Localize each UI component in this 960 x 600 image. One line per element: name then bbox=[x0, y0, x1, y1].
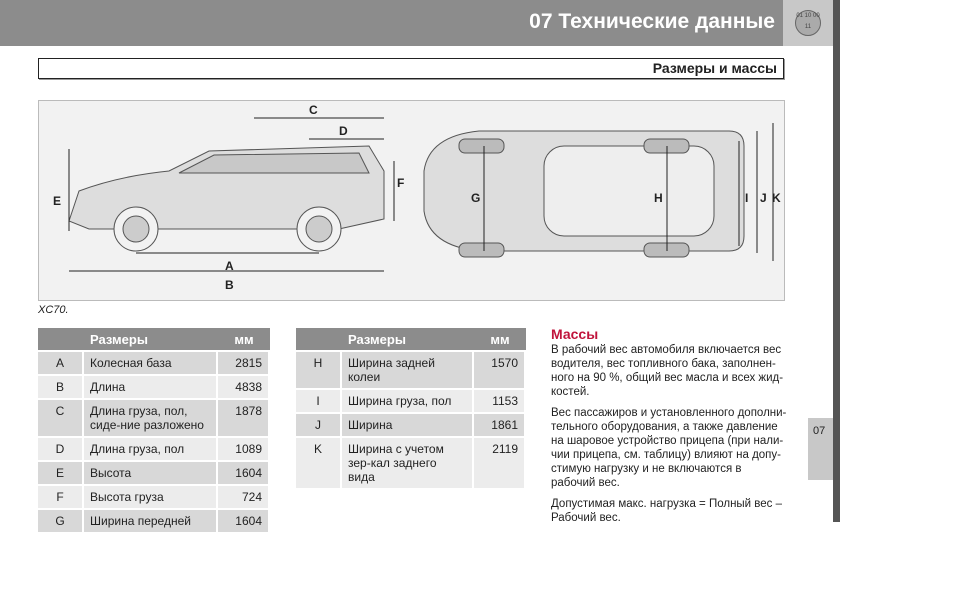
header-dimensions: Размеры bbox=[342, 328, 474, 350]
table-row: E Высота 1604 bbox=[38, 462, 270, 484]
section-header bbox=[38, 58, 784, 79]
dimensions-table-right bbox=[296, 326, 526, 490]
label-g: G bbox=[471, 191, 481, 205]
label-a: A bbox=[225, 259, 234, 273]
masses-paragraph: Вес пассажиров и установленного дополни-тельного оборудования, а также давление на шаровое устройство прицепа (при нали-чии прицепа, см. таблицу) влияют на допу-стимую нагрузку и не включаются в рабочий вес. bbox=[551, 407, 787, 489]
header-dimensions: Размеры bbox=[84, 328, 218, 350]
masses-section bbox=[551, 327, 787, 532]
header-mm: мм bbox=[218, 328, 270, 350]
header-mm: мм bbox=[474, 328, 526, 350]
dimensions-table-left bbox=[38, 326, 270, 534]
label-e: E bbox=[53, 194, 62, 208]
table-row: F Высота груза 724 bbox=[38, 486, 270, 508]
table-row: G Ширина передней 1604 bbox=[38, 510, 270, 532]
binary-logo-icon: 01 10 00 11 bbox=[795, 10, 821, 36]
masses-paragraph: Допустимая макс. нагрузка = Полный вес – Рабочий вес. bbox=[551, 498, 783, 524]
chapter-title: 07 Технические данные bbox=[529, 10, 775, 33]
table-row: A Колесная база 2815 bbox=[38, 352, 270, 374]
table-row: K Ширина с учетом зер-кал заднего вида 2119 bbox=[296, 438, 526, 488]
table-row: I Ширина груза, пол 1153 bbox=[296, 390, 526, 412]
chapter-tab[interactable]: 07 bbox=[808, 418, 833, 480]
label-i: I bbox=[745, 191, 749, 205]
table-row: J Ширина 1861 bbox=[296, 414, 526, 436]
label-f: F bbox=[397, 176, 405, 190]
header-bar bbox=[0, 0, 783, 46]
masses-title: Массы bbox=[551, 326, 599, 342]
page-edge-stripe bbox=[833, 0, 840, 522]
label-k: K bbox=[772, 191, 781, 205]
dimensions-illustration bbox=[38, 100, 785, 301]
label-c: C bbox=[309, 103, 318, 117]
side-view-car bbox=[69, 146, 384, 251]
header-side bbox=[783, 0, 833, 46]
section-title: Размеры и массы bbox=[652, 60, 777, 76]
table-row: H Ширина задней колеи 1570 bbox=[296, 352, 526, 388]
label-d: D bbox=[339, 124, 348, 138]
table-row: D Длина груза, пол 1089 bbox=[38, 438, 270, 460]
table-row: C Длина груза, пол, сиде-ние разложено 1878 bbox=[38, 400, 270, 436]
car-diagram bbox=[39, 101, 784, 300]
label-j: J bbox=[760, 191, 767, 205]
illustration-caption: XC70. bbox=[38, 304, 69, 316]
label-h: H bbox=[654, 191, 663, 205]
table-row: B Длина 4838 bbox=[38, 376, 270, 398]
masses-paragraph: В рабочий вес автомобиля включается вес водителя, вес топливного бака, заполнен-ного на 90 %, общий вес масла и всех жид-костей. bbox=[551, 344, 784, 398]
label-b: B bbox=[225, 278, 234, 292]
